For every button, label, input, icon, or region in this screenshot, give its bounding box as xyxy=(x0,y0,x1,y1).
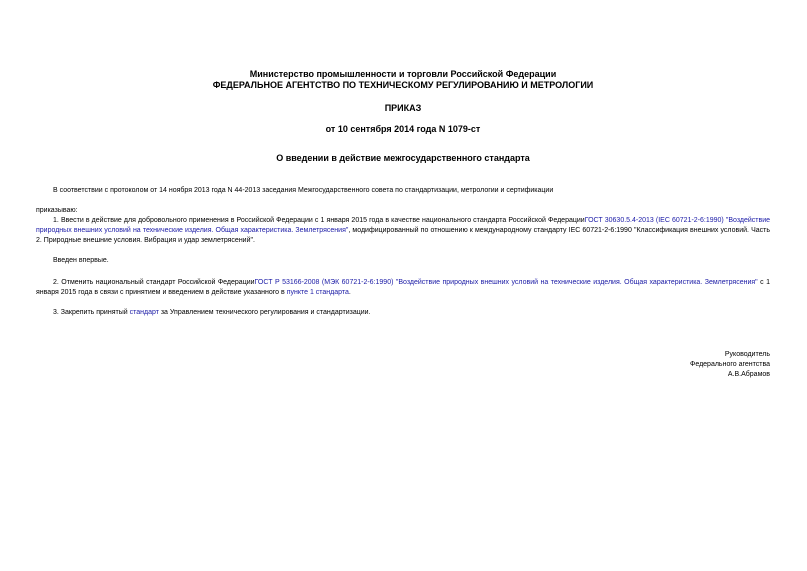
signature-position: Руководитель xyxy=(724,351,770,358)
signature-org: Федерального агентства xyxy=(690,361,770,368)
doc-date-number: от 10 сентября 2014 года N 1079-ст xyxy=(325,124,481,134)
item-1-text-a: 1. Ввести в действие для добровольного применения в Российской Федерации с 1 января 2015 года в качестве национального стандарта Российской Федерации xyxy=(53,217,585,224)
item-3-text-b: за Управлением технического регулирования и стандартизации. xyxy=(158,309,371,316)
item-2-text-b: с 1 января 2015 года в связи с принятием и введением в действие указанного в xyxy=(36,279,770,296)
item-1-text-b: , модифицированный по отношению к международному стандарту IEC 60721-2-6:1990 "Классификация внешних условий. Часть 2. Природные внешние условия. Вибрация и удар землетрясений". xyxy=(36,227,770,244)
standard-link[interactable]: стандарт xyxy=(129,309,159,316)
paragraph-item-3 xyxy=(36,308,770,318)
paragraph-item-2 xyxy=(36,278,770,298)
gost-30630-link[interactable]: ГОСТ 30630.5.4-2013 (IEC 60721-2-6:1990) "Воздействие природных внешних условий на технические изделия. Общая характеристика. Землетрясения" xyxy=(36,217,770,234)
item-1-standard-link[interactable]: пункте 1 стандарта xyxy=(286,289,349,296)
agency-name: ФЕДЕРАЛЬНОЕ АГЕНТСТВО ПО ТЕХНИЧЕСКОМУ РЕГУЛИРОВАНИЮ И МЕТРОЛОГИИ xyxy=(212,80,594,90)
doc-title: О введении в действие межгосударственного стандарта xyxy=(276,153,530,163)
item-2-text-a: 2. Отменить национальный стандарт Российской Федерации xyxy=(53,279,255,286)
paragraph-preamble: В соответствии с протоколом от 14 ноября 2013 года N 44-2013 заседания Межгосударственного совета по стандартизации, метрологии и сертификации xyxy=(53,187,554,194)
item-2-text-c: . xyxy=(348,289,351,296)
paragraph-introduced: Введен впервые. xyxy=(53,257,109,264)
document-page xyxy=(36,0,770,571)
signature-name: А.В.Абрамов xyxy=(727,371,770,378)
gost-r-53166-link[interactable]: ГОСТ Р 53166-2008 (МЭК 60721-2-6:1990) "Воздействие природных внешних условий на технические изделия. Общая характеристика. Землетрясения" xyxy=(254,279,758,286)
paragraph-order: приказываю: xyxy=(36,207,78,214)
item-3-text-a: 3. Закрепить принятый xyxy=(53,309,130,316)
ministry-name: Министерство промышленности и торговли Российской Федерации xyxy=(249,69,557,79)
doc-type: ПРИКАЗ xyxy=(384,103,422,113)
paragraph-item-1 xyxy=(36,216,770,246)
document-header xyxy=(36,69,770,91)
